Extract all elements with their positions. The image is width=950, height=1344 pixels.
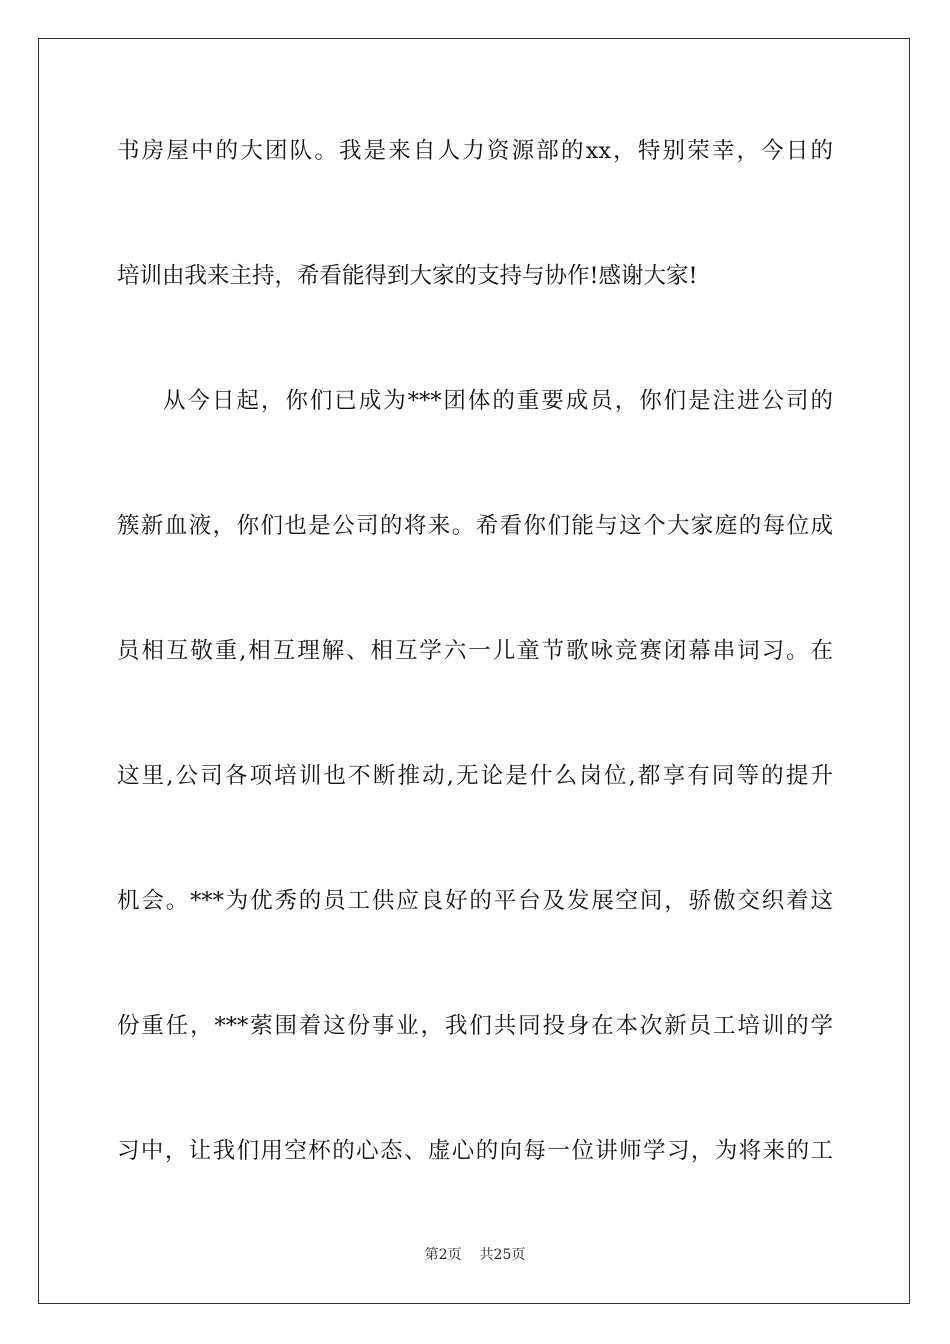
page-footer	[0, 1245, 950, 1265]
page-total: 共25页	[479, 1247, 526, 1263]
body-line-6: 这里,公司各项培训也不断推动,无论是什么岗位,都享有同等的提升	[117, 763, 833, 789]
body-line-2: 培训由我来主持，希看能得到大家的支持与协作!感谢大家!	[117, 263, 698, 289]
page-number: 第2页	[424, 1247, 462, 1263]
page-border	[38, 38, 910, 1304]
body-line-5: 员相互敬重,相互理解、相互学六一儿童节歌咏竞赛闭幕串词习。在	[117, 638, 833, 664]
body-line-7: 机会。***为优秀的员工供应良好的平台及发展空间，骄傲交织着这	[117, 888, 833, 914]
body-line-9: 习中，让我们用空杯的心态、虚心的向每一位讲师学习，为将来的工	[117, 1138, 833, 1164]
body-line-1: 书房屋中的大团队。我是来自人力资源部的xx，特别荣幸，今日的	[117, 138, 833, 164]
body-line-3: 从今日起，你们已成为***团体的重要成员，你们是注进公司的	[163, 388, 833, 414]
body-line-8: 份重任，***萦围着这份事业，我们共同投身在本次新员工培训的学	[117, 1013, 833, 1039]
body-line-4: 簇新血液，你们也是公司的将来。希看你们能与这个大家庭的每位成	[117, 513, 833, 539]
